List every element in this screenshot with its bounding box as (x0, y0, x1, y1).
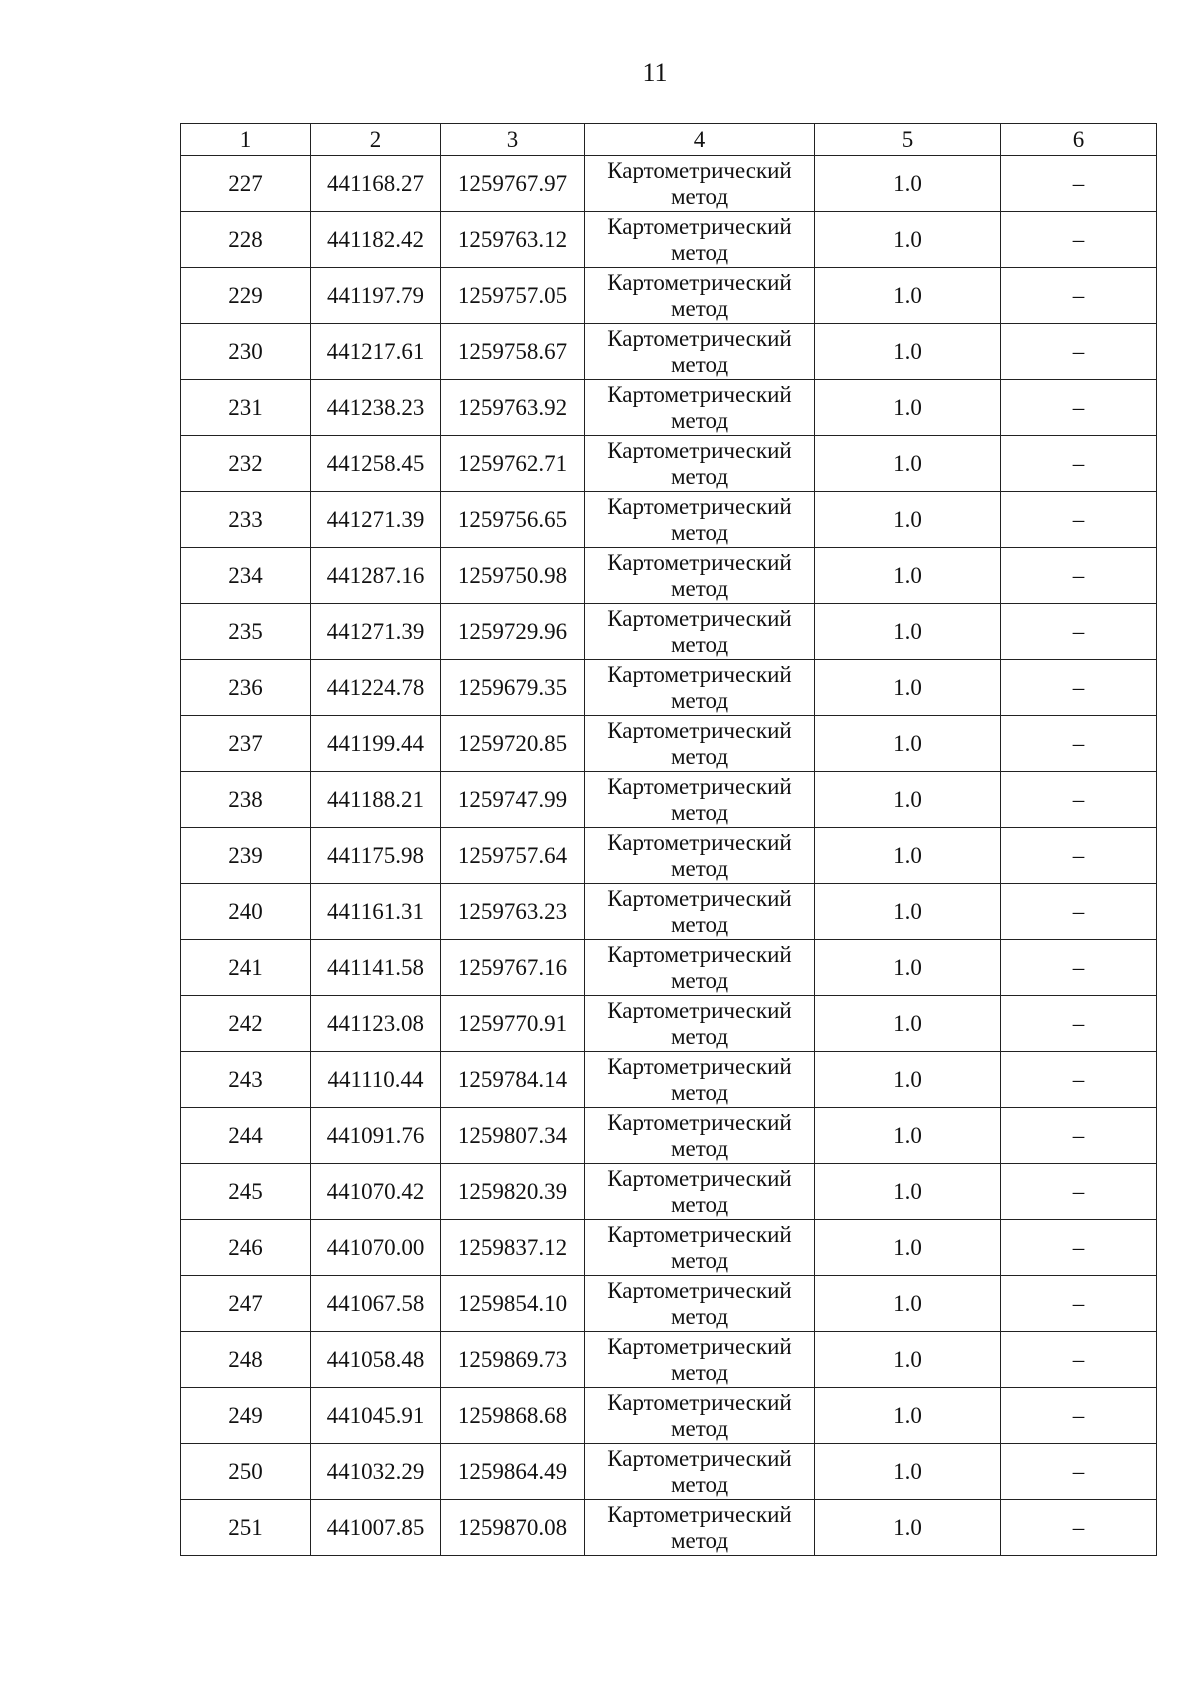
x-coordinate-cell: 441123.08 (311, 996, 441, 1052)
accuracy-cell: 1.0 (815, 828, 1001, 884)
description-cell: – (1001, 996, 1157, 1052)
method-line: Картометрический (607, 549, 792, 575)
point-number-cell: 228 (181, 212, 311, 268)
method-cell (585, 324, 815, 380)
method-cell (585, 828, 815, 884)
method-line: Картометрический (607, 1501, 792, 1527)
method-line: Картометрический (607, 661, 792, 687)
method-line: метод (670, 575, 729, 601)
point-number-cell: 248 (181, 1332, 311, 1388)
method-cell (585, 268, 815, 324)
point-number-cell: 241 (181, 940, 311, 996)
coordinates-table (180, 123, 1157, 1556)
description-cell: – (1001, 268, 1157, 324)
y-coordinate-cell: 1259868.68 (441, 1388, 585, 1444)
method-line: метод (670, 1303, 729, 1329)
method-line: Картометрический (607, 1389, 792, 1415)
accuracy-cell: 1.0 (815, 660, 1001, 716)
point-number-cell: 227 (181, 156, 311, 212)
point-number-cell: 233 (181, 492, 311, 548)
y-coordinate-cell: 1259763.23 (441, 884, 585, 940)
method-line: метод (670, 1079, 729, 1105)
x-coordinate-cell: 441067.58 (311, 1276, 441, 1332)
description-cell: – (1001, 1052, 1157, 1108)
accuracy-cell: 1.0 (815, 1444, 1001, 1500)
method-line: метод (670, 687, 729, 713)
method-line: Картометрический (607, 1165, 792, 1191)
method-line: метод (670, 519, 729, 545)
y-coordinate-cell: 1259770.91 (441, 996, 585, 1052)
point-number-cell: 240 (181, 884, 311, 940)
table-row (181, 1500, 1157, 1556)
table-row (181, 716, 1157, 772)
point-number-cell: 232 (181, 436, 311, 492)
x-coordinate-cell: 441091.76 (311, 1108, 441, 1164)
point-number-cell: 244 (181, 1108, 311, 1164)
accuracy-cell: 1.0 (815, 940, 1001, 996)
method-line: Картометрический (607, 1109, 792, 1135)
column-header: 6 (1001, 124, 1157, 156)
method-line: метод (670, 1527, 729, 1553)
point-number-cell: 251 (181, 1500, 311, 1556)
table-row (181, 436, 1157, 492)
accuracy-cell: 1.0 (815, 1500, 1001, 1556)
method-line: Картометрический (607, 325, 792, 351)
accuracy-cell: 1.0 (815, 324, 1001, 380)
method-cell (585, 212, 815, 268)
description-cell: – (1001, 1444, 1157, 1500)
method-line: Картометрический (607, 773, 792, 799)
point-number-cell: 247 (181, 1276, 311, 1332)
description-cell: – (1001, 212, 1157, 268)
method-line: метод (670, 351, 729, 377)
method-line: Картометрический (607, 1221, 792, 1247)
y-coordinate-cell: 1259784.14 (441, 1052, 585, 1108)
method-line: Картометрический (607, 605, 792, 631)
x-coordinate-cell: 441182.42 (311, 212, 441, 268)
method-line: метод (670, 1247, 729, 1273)
description-cell: – (1001, 828, 1157, 884)
table-row (181, 940, 1157, 996)
accuracy-cell: 1.0 (815, 492, 1001, 548)
y-coordinate-cell: 1259837.12 (441, 1220, 585, 1276)
column-header: 5 (815, 124, 1001, 156)
y-coordinate-cell: 1259679.35 (441, 660, 585, 716)
method-line: Картометрический (607, 1445, 792, 1471)
accuracy-cell: 1.0 (815, 380, 1001, 436)
point-number-cell: 238 (181, 772, 311, 828)
x-coordinate-cell: 441070.42 (311, 1164, 441, 1220)
method-line: Картометрический (607, 213, 792, 239)
x-coordinate-cell: 441217.61 (311, 324, 441, 380)
method-line: Картометрический (607, 157, 792, 183)
description-cell: – (1001, 1332, 1157, 1388)
table-row (181, 492, 1157, 548)
method-line: метод (670, 743, 729, 769)
x-coordinate-cell: 441188.21 (311, 772, 441, 828)
point-number-cell: 239 (181, 828, 311, 884)
x-coordinate-cell: 441287.16 (311, 548, 441, 604)
table-row (181, 1220, 1157, 1276)
method-line: метод (670, 1415, 729, 1441)
y-coordinate-cell: 1259763.12 (441, 212, 585, 268)
y-coordinate-cell: 1259750.98 (441, 548, 585, 604)
table-row (181, 772, 1157, 828)
method-line: Картометрический (607, 493, 792, 519)
method-line: метод (670, 1023, 729, 1049)
y-coordinate-cell: 1259758.67 (441, 324, 585, 380)
method-line: метод (670, 407, 729, 433)
y-coordinate-cell: 1259720.85 (441, 716, 585, 772)
table-row (181, 380, 1157, 436)
x-coordinate-cell: 441258.45 (311, 436, 441, 492)
y-coordinate-cell: 1259729.96 (441, 604, 585, 660)
table-header-row (181, 124, 1157, 156)
y-coordinate-cell: 1259757.64 (441, 828, 585, 884)
description-cell: – (1001, 1276, 1157, 1332)
accuracy-cell: 1.0 (815, 436, 1001, 492)
column-header: 2 (311, 124, 441, 156)
y-coordinate-cell: 1259864.49 (441, 1444, 585, 1500)
point-number-cell: 246 (181, 1220, 311, 1276)
description-cell: – (1001, 1220, 1157, 1276)
method-line: метод (670, 1471, 729, 1497)
y-coordinate-cell: 1259807.34 (441, 1108, 585, 1164)
method-cell (585, 996, 815, 1052)
method-cell (585, 1388, 815, 1444)
x-coordinate-cell: 441058.48 (311, 1332, 441, 1388)
table-body (181, 156, 1157, 1556)
accuracy-cell: 1.0 (815, 268, 1001, 324)
accuracy-cell: 1.0 (815, 1276, 1001, 1332)
y-coordinate-cell: 1259767.16 (441, 940, 585, 996)
method-cell (585, 604, 815, 660)
accuracy-cell: 1.0 (815, 212, 1001, 268)
table-row (181, 996, 1157, 1052)
point-number-cell: 243 (181, 1052, 311, 1108)
point-number-cell: 237 (181, 716, 311, 772)
accuracy-cell: 1.0 (815, 996, 1001, 1052)
point-number-cell: 236 (181, 660, 311, 716)
method-line: Картометрический (607, 941, 792, 967)
method-line: метод (670, 855, 729, 881)
accuracy-cell: 1.0 (815, 1332, 1001, 1388)
method-line: метод (670, 1191, 729, 1217)
table-row (181, 268, 1157, 324)
point-number-cell: 249 (181, 1388, 311, 1444)
description-cell: – (1001, 436, 1157, 492)
method-line: Картометрический (607, 269, 792, 295)
description-cell: – (1001, 492, 1157, 548)
method-cell (585, 1444, 815, 1500)
table-row (181, 1052, 1157, 1108)
x-coordinate-cell: 441168.27 (311, 156, 441, 212)
accuracy-cell: 1.0 (815, 1220, 1001, 1276)
y-coordinate-cell: 1259820.39 (441, 1164, 585, 1220)
description-cell: – (1001, 324, 1157, 380)
point-number-cell: 242 (181, 996, 311, 1052)
accuracy-cell: 1.0 (815, 548, 1001, 604)
description-cell: – (1001, 156, 1157, 212)
method-line: Картометрический (607, 381, 792, 407)
method-cell (585, 492, 815, 548)
description-cell: – (1001, 940, 1157, 996)
method-cell (585, 1500, 815, 1556)
table-row (181, 1276, 1157, 1332)
method-line: метод (670, 631, 729, 657)
page-number: 11 (642, 58, 668, 87)
accuracy-cell: 1.0 (815, 716, 1001, 772)
accuracy-cell: 1.0 (815, 156, 1001, 212)
description-cell: – (1001, 548, 1157, 604)
method-line: метод (670, 967, 729, 993)
method-line: метод (670, 1359, 729, 1385)
table-row (181, 1388, 1157, 1444)
method-cell (585, 884, 815, 940)
x-coordinate-cell: 441271.39 (311, 492, 441, 548)
description-cell: – (1001, 660, 1157, 716)
point-number-cell: 234 (181, 548, 311, 604)
table-row (181, 604, 1157, 660)
method-cell (585, 380, 815, 436)
method-cell (585, 772, 815, 828)
y-coordinate-cell: 1259870.08 (441, 1500, 585, 1556)
table-row (181, 660, 1157, 716)
x-coordinate-cell: 441199.44 (311, 716, 441, 772)
table-row (181, 1108, 1157, 1164)
accuracy-cell: 1.0 (815, 884, 1001, 940)
table-row (181, 324, 1157, 380)
x-coordinate-cell: 441110.44 (311, 1052, 441, 1108)
x-coordinate-cell: 441141.58 (311, 940, 441, 996)
table-row (181, 828, 1157, 884)
y-coordinate-cell: 1259869.73 (441, 1332, 585, 1388)
method-line: метод (670, 295, 729, 321)
method-line: Картометрический (607, 885, 792, 911)
table-row (181, 1332, 1157, 1388)
method-cell (585, 660, 815, 716)
method-cell (585, 1164, 815, 1220)
x-coordinate-cell: 441175.98 (311, 828, 441, 884)
accuracy-cell: 1.0 (815, 1388, 1001, 1444)
description-cell: – (1001, 1388, 1157, 1444)
method-cell (585, 1052, 815, 1108)
description-cell: – (1001, 772, 1157, 828)
description-cell: – (1001, 604, 1157, 660)
y-coordinate-cell: 1259757.05 (441, 268, 585, 324)
y-coordinate-cell: 1259756.65 (441, 492, 585, 548)
method-cell (585, 1108, 815, 1164)
x-coordinate-cell: 441197.79 (311, 268, 441, 324)
x-coordinate-cell: 441271.39 (311, 604, 441, 660)
method-cell (585, 1332, 815, 1388)
y-coordinate-cell: 1259762.71 (441, 436, 585, 492)
accuracy-cell: 1.0 (815, 1164, 1001, 1220)
column-header: 1 (181, 124, 311, 156)
method-cell (585, 156, 815, 212)
method-line: метод (670, 799, 729, 825)
method-line: Картометрический (607, 1053, 792, 1079)
description-cell: – (1001, 380, 1157, 436)
method-line: Картометрический (607, 717, 792, 743)
description-cell: – (1001, 1500, 1157, 1556)
method-cell (585, 1276, 815, 1332)
table-row (181, 1444, 1157, 1500)
x-coordinate-cell: 441070.00 (311, 1220, 441, 1276)
x-coordinate-cell: 441032.29 (311, 1444, 441, 1500)
description-cell: – (1001, 1108, 1157, 1164)
point-number-cell: 229 (181, 268, 311, 324)
y-coordinate-cell: 1259767.97 (441, 156, 585, 212)
method-cell (585, 1220, 815, 1276)
y-coordinate-cell: 1259854.10 (441, 1276, 585, 1332)
method-line: Картометрический (607, 829, 792, 855)
method-cell (585, 940, 815, 996)
method-line: метод (670, 911, 729, 937)
y-coordinate-cell: 1259747.99 (441, 772, 585, 828)
table-row (181, 212, 1157, 268)
method-cell (585, 436, 815, 492)
method-cell (585, 716, 815, 772)
method-line: Картометрический (607, 437, 792, 463)
accuracy-cell: 1.0 (815, 1108, 1001, 1164)
method-line: метод (670, 183, 729, 209)
column-header: 4 (585, 124, 815, 156)
y-coordinate-cell: 1259763.92 (441, 380, 585, 436)
method-line: метод (670, 1135, 729, 1161)
table-row (181, 884, 1157, 940)
method-line: метод (670, 239, 729, 265)
x-coordinate-cell: 441045.91 (311, 1388, 441, 1444)
method-line: метод (670, 463, 729, 489)
method-line: Картометрический (607, 1277, 792, 1303)
point-number-cell: 230 (181, 324, 311, 380)
description-cell: – (1001, 1164, 1157, 1220)
point-number-cell: 250 (181, 1444, 311, 1500)
x-coordinate-cell: 441161.31 (311, 884, 441, 940)
description-cell: – (1001, 884, 1157, 940)
x-coordinate-cell: 441224.78 (311, 660, 441, 716)
point-number-cell: 245 (181, 1164, 311, 1220)
point-number-cell: 231 (181, 380, 311, 436)
accuracy-cell: 1.0 (815, 772, 1001, 828)
method-line: Картометрический (607, 997, 792, 1023)
method-cell (585, 548, 815, 604)
table-row (181, 1164, 1157, 1220)
point-number-cell: 235 (181, 604, 311, 660)
table-row (181, 156, 1157, 212)
x-coordinate-cell: 441238.23 (311, 380, 441, 436)
accuracy-cell: 1.0 (815, 604, 1001, 660)
accuracy-cell: 1.0 (815, 1052, 1001, 1108)
column-header: 3 (441, 124, 585, 156)
x-coordinate-cell: 441007.85 (311, 1500, 441, 1556)
method-line: Картометрический (607, 1333, 792, 1359)
table-row (181, 548, 1157, 604)
description-cell: – (1001, 716, 1157, 772)
